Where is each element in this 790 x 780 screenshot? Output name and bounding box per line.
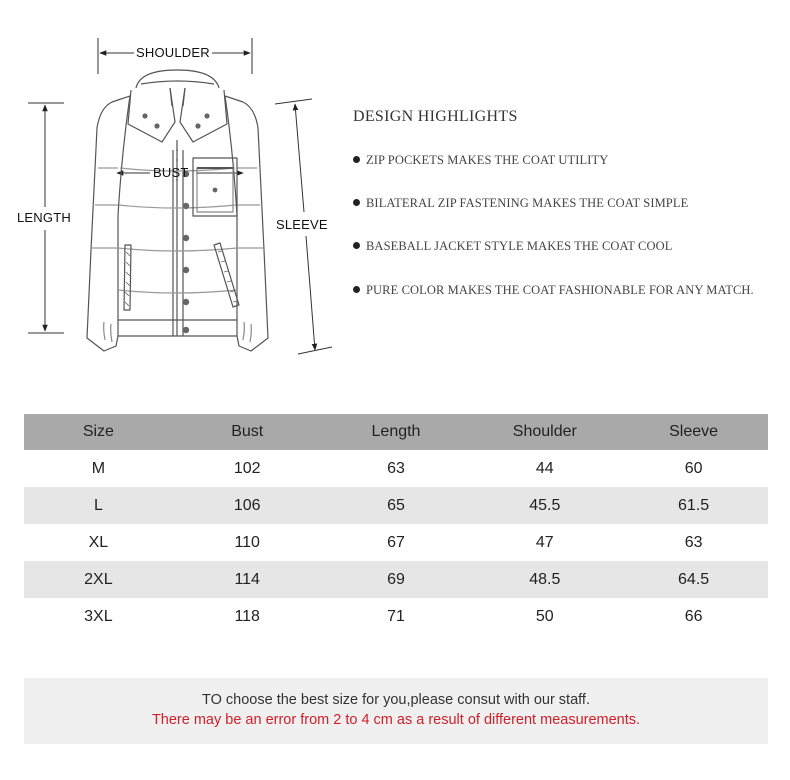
cell-bust: 106 xyxy=(233,496,261,514)
bullet-icon xyxy=(353,199,360,206)
size-table-header xyxy=(24,414,768,450)
cell-shoulder: 50 xyxy=(535,607,554,625)
jacket-outline xyxy=(87,70,268,351)
cell-size: 2XL xyxy=(84,570,113,588)
cell-sleeve: 61.5 xyxy=(678,496,710,514)
bust-label: BUST xyxy=(153,165,189,180)
highlight-text: BILATERAL ZIP FASTENING MAKES THE COAT SIMPLE xyxy=(366,196,689,210)
col-header-size: Size xyxy=(82,423,114,440)
cell-bust: 110 xyxy=(234,533,260,551)
cell-size: L xyxy=(93,496,103,514)
size-diagram xyxy=(0,0,790,370)
design-highlights xyxy=(353,108,783,297)
cell-length: 63 xyxy=(387,459,405,477)
cell-length: 69 xyxy=(387,570,405,588)
cell-bust: 114 xyxy=(234,570,260,588)
cell-size: XL xyxy=(88,533,109,551)
shoulder-label: SHOULDER xyxy=(136,45,210,60)
header-row xyxy=(24,414,768,450)
col-header-bust: Bust xyxy=(231,423,264,440)
highlight-text: PURE COLOR MAKES THE COAT FASHIONABLE FOR ANY MATCH. xyxy=(366,283,754,297)
cell-sleeve: 63 xyxy=(684,533,703,551)
highlight-text: ZIP POCKETS MAKES THE COAT UTILITY xyxy=(366,153,609,167)
table-row xyxy=(24,524,768,561)
highlight-item xyxy=(353,196,688,211)
size-table-body xyxy=(24,450,768,635)
cell-bust: 102 xyxy=(233,459,261,477)
cell-shoulder: 47 xyxy=(535,533,554,551)
size-table xyxy=(24,414,768,635)
sizing-note xyxy=(24,678,768,744)
cell-sleeve: 66 xyxy=(684,607,703,625)
snap-buttons xyxy=(142,113,217,333)
note-warning-text: There may be an error from 2 to 4 cm as a result of different measurements. xyxy=(151,712,641,728)
cell-size: M xyxy=(91,459,106,477)
bullet-icon xyxy=(353,286,360,293)
highlight-item xyxy=(353,239,672,254)
cell-length: 71 xyxy=(387,607,405,625)
table-row xyxy=(24,487,768,524)
sleeve-label: SLEEVE xyxy=(276,217,328,232)
cell-sleeve: 60 xyxy=(684,459,703,477)
col-header-length: Length xyxy=(371,423,421,440)
cell-sleeve: 64.5 xyxy=(678,570,710,588)
table-row xyxy=(24,450,768,487)
highlight-item xyxy=(353,153,608,168)
col-header-shoulder: Shoulder xyxy=(512,423,577,440)
jacket-illustration xyxy=(0,0,790,370)
highlight-text: BASEBALL JACKET STYLE MAKES THE COAT COOL xyxy=(366,239,673,253)
bullet-icon xyxy=(353,156,360,163)
cell-size: 3XL xyxy=(84,607,113,625)
note-advice-text: TO choose the best size for you,please consut with our staff. xyxy=(202,692,590,708)
table-row xyxy=(24,561,768,598)
cell-bust: 118 xyxy=(234,607,260,625)
cell-shoulder: 48.5 xyxy=(529,570,561,588)
cell-shoulder: 45.5 xyxy=(529,496,561,514)
col-header-sleeve: Sleeve xyxy=(669,423,719,440)
cell-length: 67 xyxy=(387,533,405,551)
bullet-icon xyxy=(353,242,360,249)
highlight-item xyxy=(353,283,754,298)
cell-shoulder: 44 xyxy=(535,459,554,477)
highlights-title: DESIGN HIGHLIGHTS xyxy=(353,108,518,125)
length-label: LENGTH xyxy=(17,210,71,225)
cell-length: 65 xyxy=(387,496,405,514)
table-row xyxy=(24,598,768,635)
